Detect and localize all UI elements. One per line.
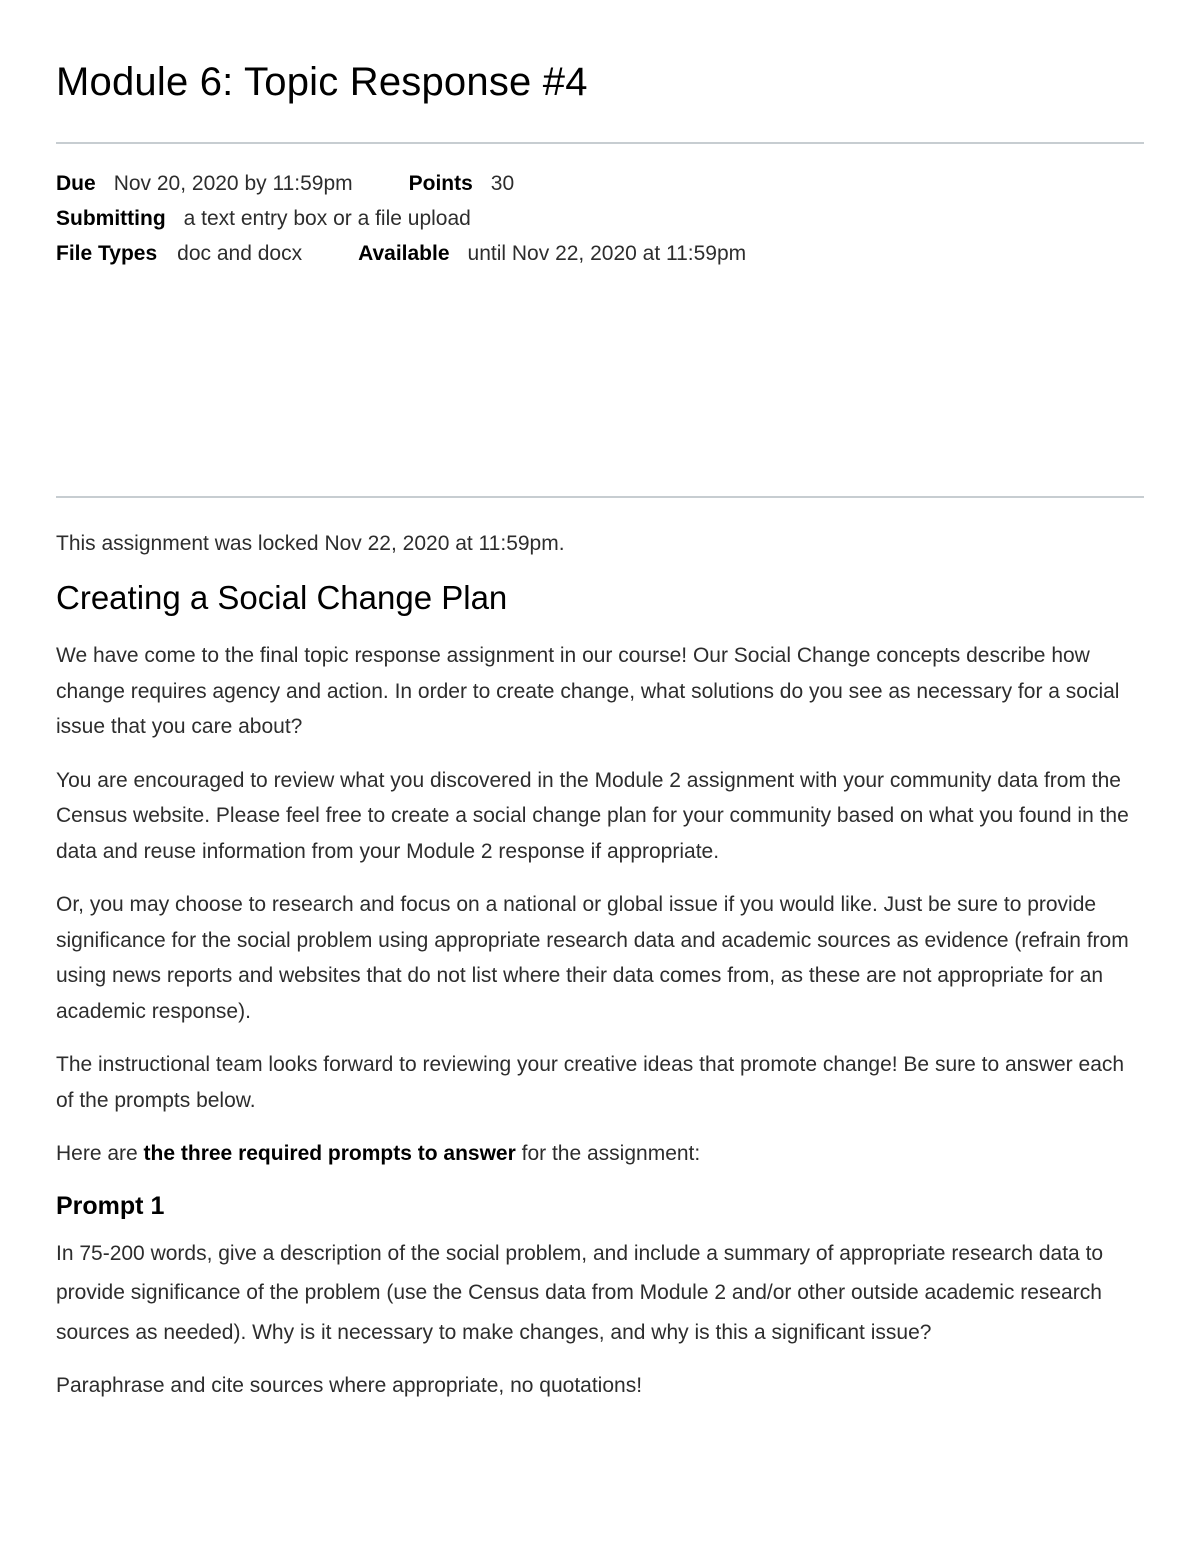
available-label: Available [358, 242, 450, 265]
assignment-details [56, 166, 1144, 496]
submitting-detail [56, 201, 471, 236]
available-value: until Nov 22, 2020 at 11:59pm [467, 242, 747, 265]
file-types-detail [56, 236, 358, 271]
file-types-value: doc and docx [177, 242, 303, 265]
prompt-1-note: Paraphrase and cite sources where appropriate, no quotations! [56, 1374, 643, 1397]
submitting-label: Submitting [56, 207, 166, 230]
details-row-submitting [56, 201, 1144, 236]
details-divider [56, 496, 1144, 498]
description-heading: Creating a Social Change Plan [56, 579, 508, 616]
prompts-intro-bold: the three required prompts to answer [143, 1142, 516, 1165]
points-detail [409, 166, 515, 201]
details-row-due-points [56, 166, 1144, 201]
file-types-label: File Types [56, 242, 158, 265]
locked-notice: This assignment was locked Nov 22, 2020 at 11:59pm. [56, 532, 565, 555]
points-value: 30 [490, 172, 515, 195]
description-paragraph: The instructional team looks forward to reviewing your creative ideas that promote change! Be sure to answer each of the prompts below. [56, 1053, 1125, 1112]
available-detail [358, 236, 746, 271]
prompts-intro [56, 1136, 1144, 1172]
title-divider [56, 142, 1144, 144]
due-label: Due [56, 172, 96, 195]
page-title: Module 6: Topic Response #4 [56, 60, 588, 104]
description-paragraph: Or, you may choose to research and focus on a national or global issue if you would like. Just be sure to provide significance for the social problem using appropriate research data and academic sources as evidence (refrain from using news reports and websites that do not list where their data comes from, as these are not appropriate for an academic response). [56, 893, 1129, 1023]
prompts-intro-before: Here are [56, 1142, 144, 1165]
due-value: Nov 20, 2020 by 11:59pm [113, 172, 353, 195]
due-detail [56, 166, 409, 201]
description-paragraph: You are encouraged to review what you discovered in the Module 2 assignment with your community data from the Census website. Please feel free to create a social change plan for your community based on what you found in the data and reuse information from your Module 2 response if appropriate. [56, 768, 1129, 863]
prompt-1-heading: Prompt 1 [56, 1191, 165, 1220]
prompts-intro-after: for the assignment: [515, 1142, 701, 1165]
details-row-filetypes-available [56, 236, 1144, 271]
submitting-value: a text entry box or a file upload [183, 207, 471, 230]
prompt-1-text: In 75-200 words, give a description of the social problem, and include a summary of appropriate research data to provide significance of the problem (use the Census data from Module 2 and/or other outside academic research sources as needed). Why is it necessary to make changes, and why is this a significant issue? [56, 1241, 1104, 1344]
points-label: Points [408, 172, 473, 195]
description-paragraph: We have come to the final topic response assignment in our course! Our Social Change concepts describe how change requires agency and action. In order to create change, what solutions do you see as necessary for a social issue that you care about? [56, 644, 1120, 738]
